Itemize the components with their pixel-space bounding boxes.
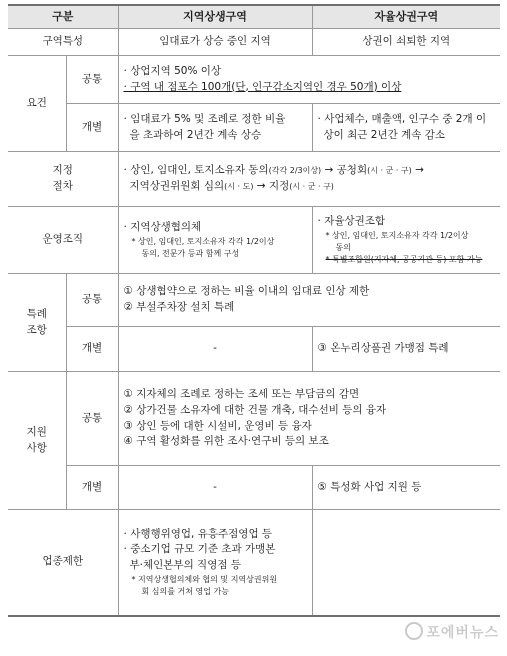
requirements-common-2: · 구역 내 점포수 100개(단, 인구감소지역인 경우 50개) 이상 [123,80,402,93]
row-designation [8,152,500,207]
special-common-2: ② 부설주차장 설치 특례 [123,301,235,313]
header-category: 구분 [8,5,118,29]
requirements-common [118,56,500,104]
requirements-b [312,104,500,152]
requirements-a-1: · 임대료가 5% 및 조례로 정한 비율 [123,112,286,125]
designation-steps [118,152,500,207]
row-business-limit [8,510,500,616]
row-special-individual [8,327,500,372]
label-support: 지원 사항 [8,372,66,510]
operation-a-note-1: * 상인, 임대인, 토지소유자 각각 1/2이상 [131,236,275,246]
business-limit-a-note-1: * 지역상생협의체와 협의 및 지역상권위원 [131,574,278,584]
watermark-logo-icon [405,622,423,640]
header-row [8,5,500,29]
row-support-individual [8,466,500,510]
operation-a-note-2: 동의, 전문가 등과 함께 구성 [141,248,240,258]
watermark [405,622,499,642]
row-support-common [8,372,500,466]
watermark-text: 포에버뉴스 [426,625,499,641]
business-limit-a-1: · 사행행위영업, 유흥주점영업 등 [123,527,273,540]
row-operation [8,207,500,274]
operation-b-note-2: 동의 [335,242,351,252]
support-common-1: ① 지자체의 조례로 정하는 조세 또는 부담금의 감면 [123,388,360,400]
label-operation: 운영조직 [8,207,118,274]
support-a: - [118,466,312,510]
row-requirements-individual [8,104,500,152]
business-limit-b [312,510,500,616]
header-zone-b: 자율상권구역 [312,5,500,29]
zone-feature-a: 임대료가 상승 중인 지역 [118,29,312,56]
requirements-b-2: 상이 최근 2년간 계속 감소 [323,128,445,141]
zone-comparison-table [8,4,500,617]
label-business-limit: 업종제한 [8,510,118,616]
special-a: - [118,327,312,372]
label-special-common: 공통 [66,274,118,327]
zone-feature-b: 상권이 쇠퇴한 지역 [312,29,500,56]
operation-b-1: · 자율상권조합 [317,215,386,228]
operation-a [118,207,312,274]
business-limit-a-2: · 중소기업 규모 기준 초과 가맹본 [123,543,276,556]
support-b: ⑤ 특성화 사업 지원 등 [312,466,500,510]
business-limit-a [118,510,312,616]
designation-line-1: · 상인, 임대인, 토지소유자 동의(각각 2/3이상) → 공청회(시 · 군 · 구) → [123,164,424,177]
support-common [118,372,500,466]
label-requirements-common: 공통 [66,56,118,104]
label-special-individual: 개별 [66,327,118,372]
label-zone-feature: 구역특성 [8,29,118,56]
requirements-b-1: · 사업체수, 매출액, 인구수 중 2개 이 [317,112,487,125]
business-limit-a-3: 부·체인본부의 직영점 등 [129,559,241,572]
support-common-4: ④ 구역 활성화를 위한 조사·연구비 등의 보조 [123,435,329,448]
special-b: ③ 온누리상품권 가맹점 특례 [312,327,500,372]
label-requirements: 요건 [8,56,66,152]
operation-a-1: · 지역상생협의체 [123,221,202,234]
requirements-a-2: 을 초과하여 2년간 계속 상승 [129,128,262,141]
special-common-1: ① 상생협약으로 정하는 비율 이내의 임대료 인상 제한 [123,285,370,298]
row-zone-feature [8,29,500,56]
business-limit-a-note-2: 회 심의를 거쳐 영업 가능 [141,586,229,596]
operation-b-note-1: * 상인, 임대인, 토지소유자 각각 1/2이상 [325,230,469,240]
label-requirements-individual: 개별 [66,104,118,152]
label-special: 특례 조항 [8,274,66,372]
row-requirements-common [8,56,500,104]
support-common-3: ③ 상인 등에 대한 시설비, 운영비 등 융자 [123,419,312,432]
header-zone-a: 지역상생구역 [118,5,312,29]
label-support-common: 공통 [66,372,118,466]
requirements-common-1: · 상업지역 50% 이상 [123,64,222,77]
support-common-2: ② 상가건물 소유자에 대한 건물 개축, 대수선비 등의 융자 [123,403,387,416]
operation-b [312,207,500,274]
label-support-individual: 개별 [66,466,118,510]
designation-line-2: 지역상권위원회 심의(시 · 도) → 지정(시 · 군 · 구) [129,180,334,192]
special-common [118,274,500,327]
row-special-common [8,274,500,327]
label-designation: 지정 절차 [8,152,118,207]
operation-b-note-3: * 특별조합원(지자체, 공공기관 등) 포함 가능 [325,254,483,264]
requirements-a [118,104,312,152]
